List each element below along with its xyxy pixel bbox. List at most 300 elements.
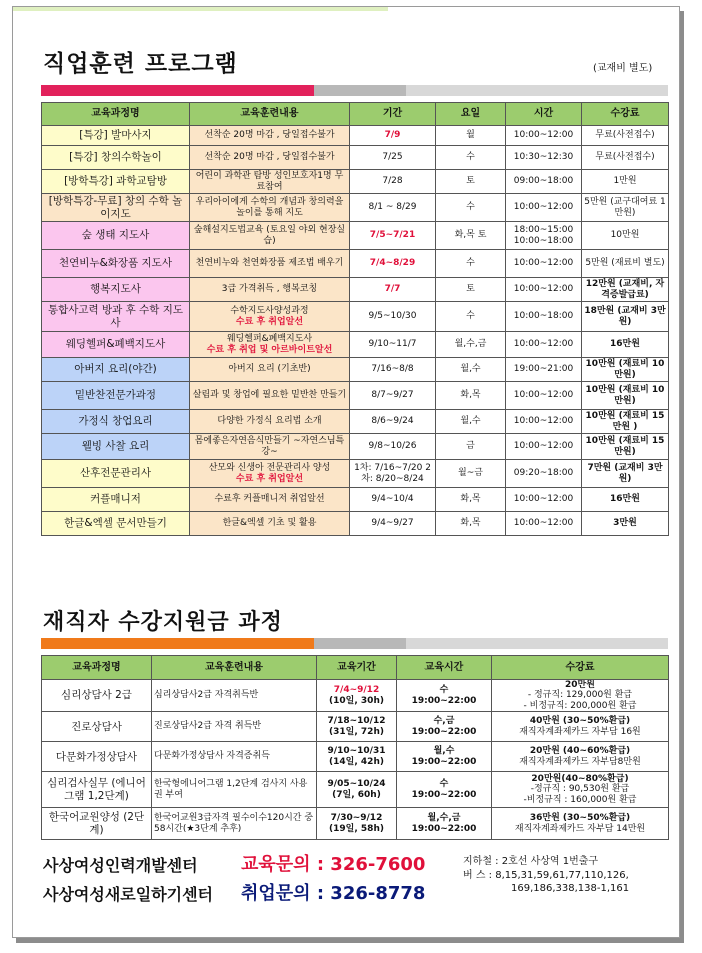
course-time — [506, 302, 582, 332]
course-period — [350, 382, 436, 410]
course-name — [42, 434, 190, 460]
course-time — [506, 382, 582, 410]
course-content — [190, 332, 350, 358]
course-period-text: 8/1 ~ 8/29 — [368, 202, 417, 213]
course-fee-text: 18만원 (교재비 3만원) — [584, 306, 666, 327]
course-content-text: 웨딩헬퍼&폐백지도사 — [226, 334, 313, 345]
course-fee — [492, 742, 669, 772]
table-row — [42, 302, 669, 332]
course-name-text: 통합사고력 방과 후 수학 지도사 — [47, 304, 184, 329]
course-content-text: 한글&엑셀 기초 및 활용 — [222, 518, 317, 529]
course-time — [506, 170, 582, 194]
course-content — [190, 278, 350, 302]
course-name-line: 심리검사실무 (에니어그램 1,2단계) — [47, 777, 146, 802]
course-content-text: 천연비누와 천연화장품 제조법 배우기 — [195, 258, 344, 269]
course-name-text: [특강] 발마사지 — [79, 129, 152, 142]
course-content — [190, 250, 350, 278]
course-period-text: 8/6~9/24 — [371, 416, 414, 427]
education-inquiry — [241, 850, 425, 876]
course-schedule — [397, 772, 492, 808]
course-period-text: 9/10~11/7 — [368, 339, 417, 350]
course-name-text: 숲 생태 지도사 — [81, 229, 150, 242]
course-fee-line: 재직자계좌제카드 자부담8만원 — [519, 756, 641, 767]
course-period-text: 7/4~8/29 — [369, 258, 416, 269]
course-day-text: 월~금 — [458, 468, 483, 479]
course-time-text: 19:00~21:00 — [513, 364, 574, 375]
course-day — [436, 512, 506, 536]
course-fee — [582, 332, 669, 358]
course-name-line: 다문화가정상담사 — [55, 750, 138, 763]
course-schedule-line: 19:00~22:00 — [411, 789, 477, 800]
course-time-text: 18:00~15:00 10:00~18:00 — [513, 225, 574, 246]
course-name-text: 산후전문관리사 — [79, 467, 151, 480]
course-period-text: 9/4~10/4 — [371, 494, 414, 505]
course-period-text: 7/28 — [382, 176, 403, 187]
color-bar-1 — [41, 85, 668, 96]
course-name — [42, 382, 190, 410]
course-content-line: 한국어교원3급자격 필수이수120시간 중 58시간(★3단계 추후) — [154, 813, 314, 834]
course-fee-text: 10만원 (재료비 15만원) — [585, 436, 665, 457]
table-row — [42, 194, 669, 222]
course-period — [350, 488, 436, 512]
course-schedule-line: 월,수,금 — [427, 813, 461, 824]
course-content — [190, 302, 350, 332]
course-period-text: 7/25 — [382, 152, 403, 163]
course-schedule-line: 19:00~22:00 — [411, 756, 477, 767]
header-cell: 수강료 — [492, 656, 669, 680]
content-note: 수료 후 취업알선 — [235, 316, 304, 327]
table-row — [42, 772, 669, 808]
course-content — [190, 194, 350, 222]
course-day-text: 월,수,금 — [454, 339, 487, 350]
course-name-text: 밑반찬전문가과정 — [74, 389, 157, 402]
course-fee — [582, 250, 669, 278]
center-name-1: 사상여성인력개발센터 — [43, 856, 198, 875]
course-period-text: 7/9 — [384, 130, 401, 141]
course-name — [42, 772, 152, 808]
course-fee — [492, 772, 669, 808]
course-day-text: 화,목 — [460, 518, 481, 529]
table-row — [42, 146, 669, 170]
course-day — [436, 358, 506, 382]
course-fee-line: 20만원(40~80%환급) — [531, 774, 629, 785]
course-period — [350, 358, 436, 382]
course-fee-text: 무료(사전접수) — [595, 130, 655, 141]
table-row — [42, 512, 669, 536]
course-content — [190, 126, 350, 146]
course-fee — [582, 460, 669, 488]
course-name-line: 진로상담사 — [71, 720, 122, 733]
course-period — [350, 302, 436, 332]
table-row — [42, 808, 669, 840]
course-fee — [582, 382, 669, 410]
course-period — [350, 332, 436, 358]
course-day — [436, 250, 506, 278]
title-note: (교재비 별도) — [593, 63, 653, 74]
course-day — [436, 460, 506, 488]
course-schedule-line: 수 — [439, 685, 449, 696]
phone-number: 326-7600 — [330, 854, 426, 875]
course-name — [42, 302, 190, 332]
course-period — [350, 410, 436, 434]
course-time-text: 10:00~12:00 — [513, 130, 574, 141]
course-name-text: 천연비누&화장품 지도사 — [59, 257, 172, 270]
course-content-text: 수학지도사양성과정 — [230, 306, 309, 317]
course-fee-line: 재직자계좌제카드 자부담 14만원 — [514, 823, 646, 834]
course-day-text: 월 — [466, 130, 475, 141]
course-time — [506, 434, 582, 460]
course-day — [436, 332, 506, 358]
course-day-text: 수 — [466, 258, 475, 269]
course-period — [350, 194, 436, 222]
course-schedule — [397, 742, 492, 772]
course-day — [436, 170, 506, 194]
course-content-line: 심리상담사2급 자격취득반 — [154, 690, 259, 701]
header-cell: 교육과정명 — [42, 103, 190, 126]
course-fee-line: -정규직 : 90,530원 환급 — [530, 784, 630, 795]
course-content — [152, 680, 317, 712]
course-schedule — [397, 808, 492, 840]
course-time — [506, 146, 582, 170]
course-fee — [582, 358, 669, 382]
course-fee-line: 20만원 — [565, 680, 595, 690]
table-row — [42, 680, 669, 712]
course-content-text: 살림과 및 창업에 필요한 밑반찬 만들기 — [192, 390, 347, 401]
table-row — [42, 410, 669, 434]
course-time-text: 10:00~18:00 — [513, 311, 574, 322]
course-day-text: 월,수 — [460, 364, 481, 375]
course-period — [317, 742, 397, 772]
table-row — [42, 170, 669, 194]
course-day-text: 화,목 — [460, 494, 481, 505]
course-schedule-line: 19:00~22:00 — [411, 823, 477, 834]
training-table — [41, 102, 669, 536]
course-time — [506, 332, 582, 358]
header-cell: 교육시간 — [397, 656, 492, 680]
course-period-line: (14일, 42h) — [329, 756, 384, 767]
table-row — [42, 742, 669, 772]
course-day-text: 수 — [466, 152, 475, 163]
course-period — [350, 250, 436, 278]
course-name-text: 웨딩헬퍼&폐백지도사 — [65, 338, 166, 351]
course-period — [350, 170, 436, 194]
course-time — [506, 222, 582, 250]
course-name — [42, 512, 190, 536]
course-fee — [582, 434, 669, 460]
table-row — [42, 278, 669, 302]
course-time — [506, 194, 582, 222]
course-day-text: 화,목 토 — [454, 230, 487, 241]
course-name — [42, 278, 190, 302]
course-schedule-line: 월,수 — [433, 746, 455, 757]
course-period — [350, 146, 436, 170]
course-day-text: 수 — [466, 202, 475, 213]
table-header — [42, 103, 669, 126]
course-fee-text: 5만원 (재료비 별도) — [585, 258, 665, 269]
course-name — [42, 410, 190, 434]
course-schedule-line: 19:00~22:00 — [411, 726, 477, 737]
course-name — [42, 680, 152, 712]
course-time-text: 09:20~18:00 — [513, 468, 574, 479]
inquiry-label: 교육문의 : — [241, 854, 331, 875]
phone-number: 326-8778 — [330, 883, 426, 904]
course-name — [42, 358, 190, 382]
content-note: 수료 후 취업알선 — [235, 473, 304, 484]
course-content-text: 우리아이에게 수학의 개념과 창의력을 놀이를 통해 지도 — [195, 197, 344, 218]
course-fee-text: 12만원 (교재비, 자격증발급료) — [585, 279, 665, 300]
course-content-text: 산모와 신생아 전문관리사 양성 — [208, 463, 331, 474]
course-fee — [582, 278, 669, 302]
course-time — [506, 512, 582, 536]
course-content — [190, 170, 350, 194]
table-row — [42, 222, 669, 250]
course-time-text: 10:00~12:00 — [513, 202, 574, 213]
course-period — [317, 712, 397, 742]
center-name-2: 사상여성새로일하기센터 — [43, 885, 214, 904]
course-fee — [582, 146, 669, 170]
header-cell: 교육훈련내용 — [190, 103, 350, 126]
table-row — [42, 488, 669, 512]
course-content-text: 숲해설지도법교육 (토요일 야외 현장실습) — [193, 225, 346, 246]
course-name — [42, 488, 190, 512]
course-name-text: 가정식 창업요리 — [78, 415, 153, 428]
course-content-text: 3급 가격취득 , 행복코칭 — [221, 284, 318, 295]
course-fee-line: - 비정규직: 200,000원 환급 — [523, 700, 637, 711]
course-time — [506, 460, 582, 488]
course-time-text: 10:00~12:00 — [513, 390, 574, 401]
course-name-text: [방학특강] 과학교탐방 — [64, 175, 167, 188]
course-name — [42, 808, 152, 840]
course-schedule-line: 수 — [439, 779, 449, 790]
course-time — [506, 126, 582, 146]
course-content — [190, 382, 350, 410]
course-fee — [492, 712, 669, 742]
course-content — [190, 460, 350, 488]
course-content-line: 한국형에니어그램 1,2단계 검사지 사용권 부여 — [154, 779, 308, 800]
course-fee — [582, 410, 669, 434]
course-day-text: 월,수 — [460, 416, 481, 427]
header-cell: 요일 — [436, 103, 506, 126]
course-name — [42, 126, 190, 146]
course-period — [317, 680, 397, 712]
course-name — [42, 222, 190, 250]
course-period — [350, 126, 436, 146]
course-period-line: (10일, 30h) — [329, 695, 384, 706]
course-schedule — [397, 712, 492, 742]
course-name — [42, 460, 190, 488]
header-cell: 교육과정명 — [42, 656, 152, 680]
course-content — [190, 146, 350, 170]
page-title: 직업훈련 프로그램 — [43, 51, 238, 77]
course-content-line: 진로상담사2급 자격 취득반 — [154, 721, 262, 732]
bus-info: 버 스 : 8,15,31,59,61,77,110,126, — [463, 869, 629, 881]
table-row — [42, 332, 669, 358]
course-time — [506, 358, 582, 382]
course-period-text: 7/7 — [384, 284, 401, 295]
flyer-sheet — [12, 6, 680, 938]
course-day-text: 금 — [466, 441, 475, 452]
course-period-line: (19일, 58h) — [329, 823, 384, 834]
section2-title: 재직자 수강지원금 과정 — [43, 610, 283, 635]
course-fee-text: 10만원 (재료비 10만원) — [585, 385, 665, 406]
content-note: 수료 후 취업 및 아르바이트알선 — [206, 344, 333, 355]
course-day-text: 화,목 — [460, 390, 481, 401]
course-name-line: 심리상담사 2급 — [61, 689, 132, 702]
bus-info-2: 169,186,338,138-1,161 — [511, 883, 630, 894]
color-bar-2 — [41, 638, 668, 649]
course-schedule-line: 19:00~22:00 — [411, 695, 477, 706]
course-name-text: 행복지도사 — [90, 283, 141, 296]
course-time — [506, 488, 582, 512]
course-day — [436, 382, 506, 410]
course-content — [190, 410, 350, 434]
course-period — [350, 460, 436, 488]
course-period-text: 8/7~9/27 — [371, 390, 414, 401]
course-day — [436, 410, 506, 434]
course-schedule-line: 수,금 — [433, 716, 455, 727]
course-time-text: 10:00~12:00 — [513, 416, 574, 427]
course-content — [190, 222, 350, 250]
course-name — [42, 170, 190, 194]
course-fee — [492, 808, 669, 840]
course-period — [350, 278, 436, 302]
course-period — [350, 512, 436, 536]
course-fee-text: 10만원 (재료비 15만원 ) — [585, 411, 665, 432]
header-cell: 교육기간 — [317, 656, 397, 680]
course-period-line: 9/10~10/31 — [327, 746, 386, 757]
course-day-text: 토 — [466, 284, 475, 295]
course-name — [42, 250, 190, 278]
course-fee — [582, 512, 669, 536]
course-period-text: 1차: 7/16~7/20 2차: 8/20~8/24 — [354, 463, 431, 484]
course-content — [190, 358, 350, 382]
course-fee — [582, 126, 669, 146]
course-content-text: 다양한 가정식 요리법 소개 — [217, 416, 322, 427]
course-content — [152, 808, 317, 840]
course-day — [436, 278, 506, 302]
course-content-text: 선착순 20명 마감 , 당일접수불가 — [204, 152, 335, 163]
course-fee-text: 10만원 — [610, 230, 640, 241]
course-period — [350, 222, 436, 250]
inquiry-label: 취업문의 : — [241, 883, 331, 904]
course-time-text: 10:00~12:00 — [513, 339, 574, 350]
course-content — [152, 712, 317, 742]
course-fee-text: 무료(사전접수) — [595, 152, 655, 163]
header-cell: 수강료 — [582, 103, 669, 126]
course-content-line: 다문화가정상담사 자격증취득 — [154, 751, 270, 762]
course-name-text: 커플매니저 — [90, 493, 141, 506]
table-row — [42, 434, 669, 460]
table-row — [42, 382, 669, 410]
table-header — [42, 656, 669, 680]
course-content-text: 몸에좋은자연음식만들기 ~자연스님특강~ — [194, 436, 345, 457]
course-period — [350, 434, 436, 460]
course-period — [317, 772, 397, 808]
course-period-text: 9/8~10/26 — [368, 441, 417, 452]
course-period-line: 9/05~10/24 — [327, 779, 386, 790]
course-period-text: 9/4~9/27 — [371, 518, 414, 529]
subsidy-table — [41, 655, 669, 840]
course-day-text: 수 — [466, 311, 475, 322]
course-name — [42, 146, 190, 170]
header-cell: 시간 — [506, 103, 582, 126]
course-day — [436, 434, 506, 460]
course-schedule — [397, 680, 492, 712]
course-name — [42, 194, 190, 222]
table-row — [42, 460, 669, 488]
course-time-text: 10:00~12:00 — [513, 441, 574, 452]
course-period-line: 7/30~9/12 — [330, 813, 383, 824]
course-fee-line: - 정규직: 129,000원 환급 — [527, 690, 633, 701]
course-period — [317, 808, 397, 840]
header-cell: 기간 — [350, 103, 436, 126]
course-fee-text: 7만원 (교재비 3만원) — [587, 463, 663, 484]
course-fee — [582, 194, 669, 222]
course-fee-line: 40만원 (30~50%환급) — [529, 716, 631, 727]
course-name-line: 한국어교원양성 (2단계) — [48, 811, 145, 836]
course-time-text: 10:30~12:30 — [513, 152, 574, 163]
course-period-text: 7/16~8/8 — [371, 364, 414, 375]
course-fee-text: 5만원 (교구대여료 1만원) — [584, 197, 666, 218]
course-time-text: 10:00~12:00 — [513, 284, 574, 295]
course-period-text: 7/5~7/21 — [369, 230, 416, 241]
table-row — [42, 358, 669, 382]
table-row — [42, 712, 669, 742]
course-content — [152, 742, 317, 772]
course-period-text: 9/5~10/30 — [368, 311, 417, 322]
table-row — [42, 126, 669, 146]
course-name — [42, 332, 190, 358]
course-fee-text: 16만원 — [610, 494, 640, 505]
course-time-text: 10:00~12:00 — [513, 494, 574, 505]
course-fee — [582, 488, 669, 512]
course-content-text: 선착순 20명 마감 , 당일접수불가 — [204, 130, 335, 141]
course-content-text: 어린이 과학관 탐방 성인보호자1명 무료참여 — [195, 171, 344, 192]
header-cell: 교육훈련내용 — [152, 656, 317, 680]
course-time — [506, 410, 582, 434]
course-time-text: 10:00~12:00 — [513, 518, 574, 529]
course-period-line: (31일, 72h) — [329, 726, 384, 737]
course-content — [190, 488, 350, 512]
course-name-text: [특강] 창의수학놀이 — [69, 151, 162, 164]
course-day — [436, 302, 506, 332]
course-period-line: (7일, 60h) — [332, 789, 381, 800]
course-fee — [582, 170, 669, 194]
course-name-text: 웰빙 사찰 요리 — [81, 440, 150, 453]
top-decoration — [13, 7, 388, 11]
course-name — [42, 742, 152, 772]
course-time — [506, 250, 582, 278]
course-fee — [582, 222, 669, 250]
course-name-text: [방학특강-무료] 창의 수학 놀이지도 — [48, 195, 183, 220]
course-fee — [582, 302, 669, 332]
course-day — [436, 222, 506, 250]
course-fee-text: 10만원 (재료비 10만원) — [585, 359, 665, 380]
course-fee-line: 재직자계좌제카드 자부담 16원 — [519, 726, 641, 737]
course-day-text: 토 — [466, 176, 475, 187]
course-fee-line: 36만원 (30~50%환급) — [529, 813, 631, 824]
employment-inquiry — [241, 879, 425, 905]
course-day — [436, 126, 506, 146]
subway-info: 지하철 : 2호선 사상역 1번출구 — [463, 856, 599, 867]
course-period-line: 7/4~9/12 — [333, 685, 380, 696]
course-day — [436, 194, 506, 222]
table-row — [42, 250, 669, 278]
course-name-text: 아버지 요리(야간) — [74, 363, 157, 376]
course-fee — [492, 680, 669, 712]
course-fee-line: -비정규직 : 160,000원 환급 — [523, 794, 637, 805]
course-content — [190, 434, 350, 460]
